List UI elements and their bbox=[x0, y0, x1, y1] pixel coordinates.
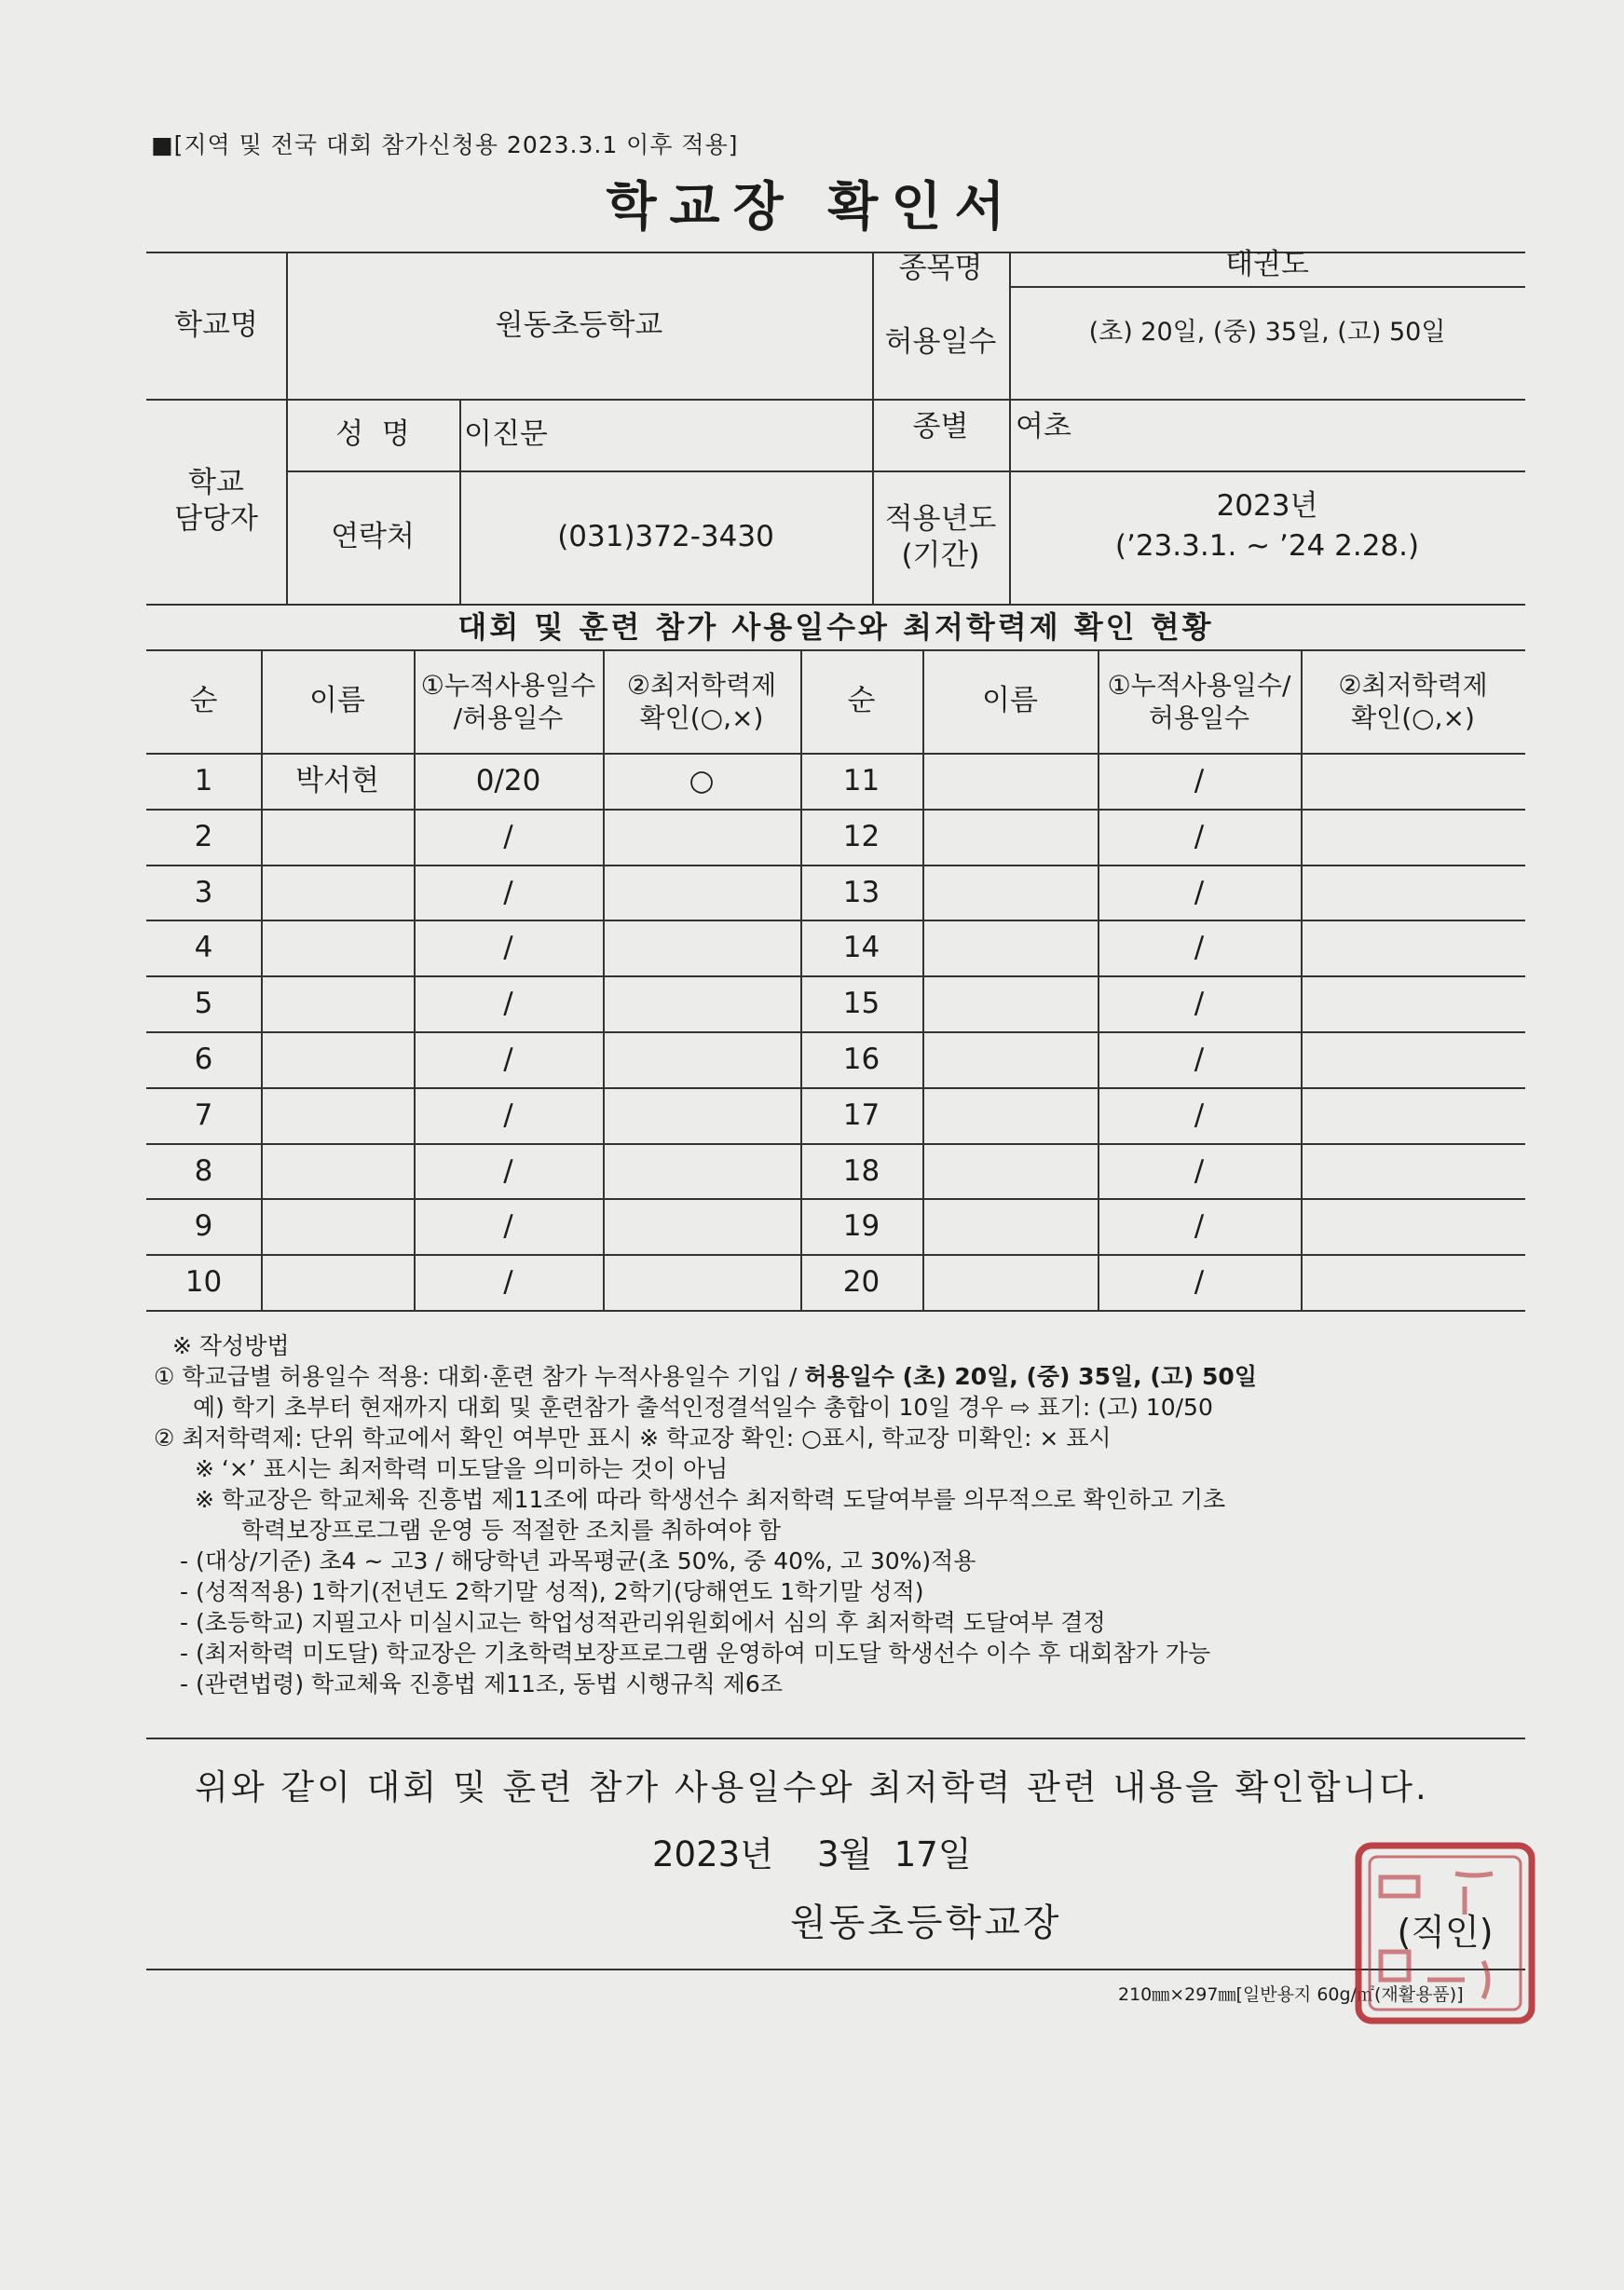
table-cell-left-no: 9 bbox=[194, 1208, 213, 1243]
table-cell-right-no: 17 bbox=[842, 1097, 880, 1132]
year-label: 적용년도 (기간) bbox=[884, 501, 997, 572]
table-cell-right-academic bbox=[1301, 1254, 1525, 1310]
header-name: 이름 bbox=[309, 684, 365, 718]
allowed-days-label: 허용일수 bbox=[884, 325, 997, 360]
table-cell-left-name bbox=[261, 865, 414, 920]
year-value: 2023년 bbox=[1216, 488, 1318, 523]
table-cell-right-academic bbox=[1301, 975, 1525, 1031]
table-cell-right-academic bbox=[1301, 809, 1525, 865]
table-cell-left-days: / bbox=[503, 1208, 513, 1243]
table-cell-right-no: 11 bbox=[842, 763, 880, 797]
table-cell-right-academic bbox=[1301, 865, 1525, 920]
table-cell-right-no: 12 bbox=[842, 819, 880, 853]
rule bbox=[146, 1310, 1525, 1312]
table-cell-left-name bbox=[261, 1087, 414, 1143]
table-cell-left-no: 6 bbox=[194, 1042, 213, 1076]
rule bbox=[146, 1738, 1525, 1739]
table-cell-right-name bbox=[922, 1198, 1098, 1254]
paper-spec: 210㎜×297㎜[일반용지 60g/㎡(재활용품)] bbox=[1118, 1984, 1464, 2005]
table-cell-right-academic bbox=[1301, 920, 1525, 975]
category-value: 여초 bbox=[1016, 410, 1071, 444]
table-cell-right-name bbox=[922, 975, 1098, 1031]
table-cell-left-academic bbox=[603, 1254, 800, 1310]
note-2-a: ※ ‘×’ 표시는 최저학력 미도달을 의미하는 것이 아님 bbox=[195, 1455, 729, 1482]
header-days-right: ①누적사용일수/ 허용일수 bbox=[1107, 669, 1291, 733]
table-cell-right-no: 16 bbox=[842, 1042, 880, 1076]
table-cell-right-name bbox=[922, 865, 1098, 920]
official-seal-icon bbox=[1353, 1840, 1537, 2026]
table-cell-right-days: / bbox=[1194, 1208, 1205, 1243]
table-cell-left-name: 박서현 bbox=[295, 763, 379, 797]
contact-value: (031)372-3430 bbox=[557, 520, 774, 554]
school-label: 학교명 bbox=[174, 307, 258, 342]
table-cell-left-no: 2 bbox=[194, 819, 213, 853]
table-cell-left-name bbox=[261, 1031, 414, 1087]
detail-4: - (최저학력 미도달) 학교장은 기초학력보장프로그램 운영하여 미도달 학생선수 이수 후 대회참가 가능 bbox=[180, 1640, 1211, 1667]
contact-label: 연락처 bbox=[331, 520, 415, 554]
school-value: 원동초등학교 bbox=[495, 307, 663, 342]
category-label: 종별 bbox=[912, 410, 969, 444]
header-academic: ②최저학력제 확인(○,×) bbox=[626, 669, 777, 733]
table-cell-right-name bbox=[922, 1254, 1098, 1310]
table-cell-left-academic bbox=[603, 1031, 800, 1087]
table-cell-right-days: / bbox=[1194, 763, 1205, 797]
table-cell-left-name bbox=[261, 975, 414, 1031]
table-cell-left-days: / bbox=[503, 986, 513, 1020]
table-cell-right-days: / bbox=[1194, 1097, 1205, 1132]
table-cell-left-no: 4 bbox=[194, 930, 213, 964]
table-cell-left-name bbox=[261, 809, 414, 865]
detail-3: - (초등학교) 지필고사 미실시교는 학업성적관리위원회에서 심의 후 최저학력 도달여부 결정 bbox=[180, 1609, 1106, 1636]
manager-label: 학교 담당자 bbox=[174, 466, 258, 536]
table-cell-right-days: / bbox=[1194, 1042, 1205, 1076]
table-cell-left-academic bbox=[603, 920, 800, 975]
header-note: ■[지역 및 전국 대회 참가신청용 2023.3.1 이후 적용] bbox=[151, 131, 739, 158]
document-title: 학교장 확인서 bbox=[606, 177, 1018, 238]
table-cell-left-days: / bbox=[503, 819, 513, 853]
name-label: 성 명 bbox=[335, 417, 410, 452]
detail-5: - (관련법령) 학교체육 진흥법 제11조, 동법 시행규칙 제6조 bbox=[180, 1670, 783, 1697]
table-cell-left-no: 7 bbox=[194, 1097, 213, 1132]
note-1 bbox=[154, 1361, 1533, 1392]
table-cell-left-no: 1 bbox=[194, 763, 213, 797]
table-cell-right-name bbox=[922, 1031, 1098, 1087]
table-cell-right-name bbox=[922, 920, 1098, 975]
header-no: 순 bbox=[189, 684, 218, 718]
table-cell-left-days: / bbox=[503, 875, 513, 909]
table-cell-right-name bbox=[922, 753, 1098, 809]
table-cell-right-days: / bbox=[1194, 1153, 1205, 1188]
note-2-b2: 학력보장프로그램 운영 등 적절한 조치를 취하여야 함 bbox=[241, 1517, 781, 1544]
table-cell-left-academic bbox=[603, 975, 800, 1031]
table-cell-right-no: 20 bbox=[842, 1264, 880, 1299]
header-name-right: 이름 bbox=[982, 684, 1038, 718]
note-1-example: 예) 학기 초부터 현재까지 대회 및 훈련참가 출석인정결석일수 총합이 10일 경우 ⇨ 표기: (고) 10/50 bbox=[193, 1394, 1213, 1421]
table-cell-left-days: / bbox=[503, 930, 513, 964]
table-cell-right-name bbox=[922, 1087, 1098, 1143]
table-cell-right-no: 14 bbox=[842, 930, 880, 964]
table-cell-left-academic bbox=[603, 865, 800, 920]
table-cell-right-no: 13 bbox=[842, 875, 880, 909]
table-cell-left-academic bbox=[603, 809, 800, 865]
sport-label: 종목명 bbox=[898, 252, 983, 286]
table-cell-right-academic bbox=[1301, 1143, 1525, 1199]
table-cell-left-name bbox=[261, 1198, 414, 1254]
rule bbox=[146, 1969, 1525, 1970]
table-cell-left-name bbox=[261, 1254, 414, 1310]
table-cell-left-no: 10 bbox=[184, 1264, 223, 1299]
table-cell-right-days: / bbox=[1194, 819, 1205, 853]
table-cell-left-days: 0/20 bbox=[475, 763, 541, 797]
table-title: 대회 및 훈련 참가 사용일수와 최저학력제 확인 현황 bbox=[457, 609, 1214, 645]
issue-date: 2023년 3월 17일 bbox=[652, 1834, 972, 1874]
note-2-b1: ※ 학교장은 학교체육 진흥법 제11조에 따라 학생선수 최저학력 도달여부를 의무적으로 확인하고 기초 bbox=[195, 1486, 1226, 1513]
note-1-text: ① 학교급별 허용일수 적용: 대회·훈련 참가 누적사용일수 기입 / bbox=[154, 1363, 805, 1390]
table-cell-right-name bbox=[922, 809, 1098, 865]
table-cell-right-no: 15 bbox=[842, 986, 880, 1020]
notes bbox=[154, 1330, 1533, 1699]
table-cell-left-name bbox=[261, 920, 414, 975]
table-cell-left-no: 3 bbox=[194, 875, 213, 909]
table-cell-left-days: / bbox=[503, 1097, 513, 1132]
table-cell-left-no: 8 bbox=[194, 1153, 213, 1188]
table-cell-right-academic bbox=[1301, 1087, 1525, 1143]
table-cell-left-academic bbox=[603, 1198, 800, 1254]
table-cell-right-days: / bbox=[1194, 930, 1205, 964]
table-cell-left-days: / bbox=[503, 1264, 513, 1299]
header-no-right: 순 bbox=[847, 684, 876, 718]
table-cell-right-name bbox=[922, 1143, 1098, 1199]
header-days: ①누적사용일수 /허용일수 bbox=[420, 669, 596, 733]
table-cell-left-no: 5 bbox=[194, 986, 213, 1020]
table-cell-left-academic: ○ bbox=[689, 763, 715, 797]
table-cell-right-days: / bbox=[1194, 986, 1205, 1020]
table-cell-right-academic bbox=[1301, 753, 1525, 809]
table-cell-left-days: / bbox=[503, 1042, 513, 1076]
table-cell-right-academic bbox=[1301, 1031, 1525, 1087]
table-cell-right-academic bbox=[1301, 1198, 1525, 1254]
table-cell-left-days: / bbox=[503, 1153, 513, 1188]
table-cell-right-no: 19 bbox=[842, 1208, 880, 1243]
confirmation-text: 위와 같이 대회 및 훈련 참가 사용일수와 최저학력 관련 내용을 확인합니다. bbox=[195, 1767, 1429, 1807]
note-1-bold: 허용일수 (초) 20일, (중) 35일, (고) 50일 bbox=[804, 1363, 1257, 1390]
table-cell-left-name bbox=[261, 1143, 414, 1199]
table-cell-left-academic bbox=[603, 1087, 800, 1143]
notes-heading: ※ 작성방법 bbox=[172, 1332, 290, 1359]
header-academic-right: ②최저학력제 확인(○,×) bbox=[1338, 669, 1488, 733]
detail-1: - (대상/기준) 초4 ~ 고3 / 해당학년 과목평균(초 50%, 중 40%, 고 30%)적용 bbox=[180, 1547, 976, 1574]
principal-signature: 원동초등학교장 bbox=[790, 1902, 1062, 1944]
detail-2: - (성적적용) 1학기(전년도 2학기말 성적), 2학기(당해연도 1학기말 성적) bbox=[180, 1578, 924, 1605]
table-cell-right-no: 18 bbox=[842, 1153, 880, 1188]
table-cell-left-academic bbox=[603, 1143, 800, 1199]
table-cell-right-days: / bbox=[1194, 1264, 1205, 1299]
table-cell-right-days: / bbox=[1194, 875, 1205, 909]
sport-value: 태권도 bbox=[1225, 248, 1309, 282]
name-value: 이진문 bbox=[464, 417, 548, 452]
note-2: ② 최저학력제: 단위 학교에서 확인 여부만 표시 ※ 학교장 확인: ○표시, 학교장 미확인: × 표시 bbox=[154, 1424, 1112, 1452]
seal-text: (직인) bbox=[1397, 1912, 1494, 1953]
allowed-days-value: (초) 20일, (중) 35일, (고) 50일 bbox=[1088, 318, 1446, 348]
year-period: (’23.3.1. ~ ’24 2.28.) bbox=[1114, 528, 1420, 563]
